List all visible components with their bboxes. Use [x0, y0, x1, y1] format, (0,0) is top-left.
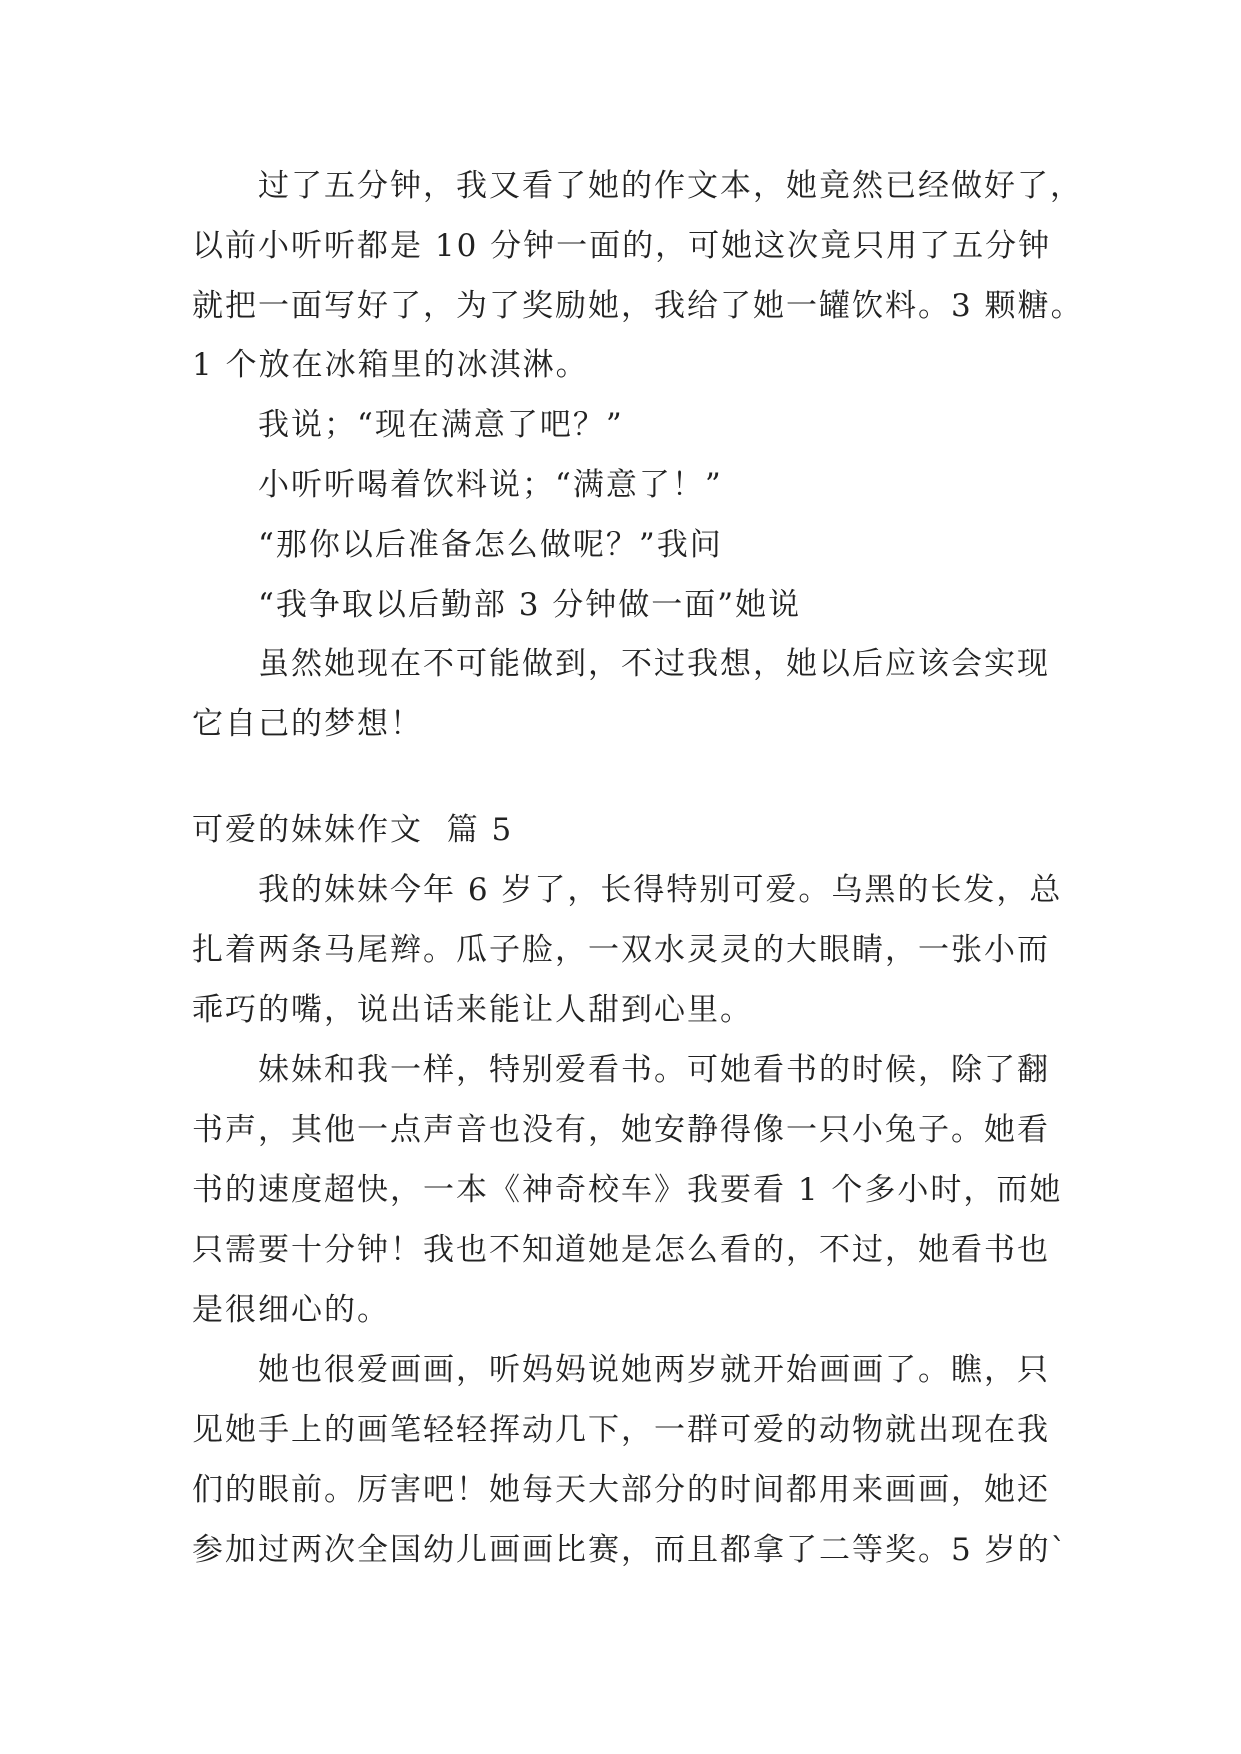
paragraph-line: 她也很爱画画，听妈妈说她两岁就开始画画了。瞧，只 — [258, 1352, 1050, 1388]
paragraph-line: 妹妹和我一样，特别爱看书。可她看书的时候，除了翻 — [258, 1052, 1050, 1088]
paragraph-line: 就把一面写好了，为了奖励她，我给了她一罐饮料。3 颗糖。 — [192, 288, 1084, 324]
paragraph-line: 小听听喝着饮料说；“满意了！” — [258, 467, 723, 503]
paragraph-line: 乖巧的嘴，说出话来能让人甜到心里。 — [192, 992, 753, 1028]
paragraph-line: 参加过两次全国幼儿画画比赛，而且都拿了二等奖。5 岁的` — [192, 1532, 1069, 1568]
paragraph-line: 虽然她现在不可能做到，不过我想，她以后应该会实现 — [258, 646, 1050, 682]
paragraph-line: 书声，其他一点声音也没有，她安静得像一只小兔子。她看 — [192, 1112, 1050, 1148]
paragraph-line: 1 个放在冰箱里的冰淇淋。 — [192, 347, 589, 383]
paragraph-line: 以前小听听都是 10 分钟一面的，可她这次竟只用了五分钟 — [192, 228, 1052, 264]
paragraph-line: 们的眼前。厉害吧！她每天大部分的时间都用来画画，她还 — [192, 1472, 1050, 1508]
paragraph-line: 见她手上的画笔轻轻挥动几下，一群可爱的动物就出现在我 — [192, 1412, 1050, 1448]
paragraph-line: 只需要十分钟！我也不知道她是怎么看的，不过，她看书也 — [192, 1232, 1050, 1268]
paragraph-line: 是很细心的。 — [192, 1292, 390, 1328]
paragraph-line: 过了五分钟，我又看了她的作文本，她竟然已经做好了， — [258, 168, 1083, 204]
section-heading: 可爱的妹妹作文 篇 5 — [192, 812, 514, 848]
paragraph-line: “我争取以后勤部 3 分钟做一面”她说 — [258, 587, 802, 623]
paragraph-line: 我说；“现在满意了吧？” — [258, 407, 624, 443]
paragraph-line: 扎着两条马尾辫。瓜子脸，一双水灵灵的大眼睛，一张小而 — [192, 932, 1050, 968]
paragraph-line: “那你以后准备怎么做呢？”我问 — [258, 527, 723, 563]
paragraph-line: 书的速度超快，一本《神奇校车》我要看 1 个多小时，而她 — [192, 1172, 1063, 1208]
paragraph-line: 它自己的梦想！ — [192, 706, 423, 742]
paragraph-line: 我的妹妹今年 6 岁了，长得特别可爱。乌黑的长发，总 — [258, 872, 1063, 908]
